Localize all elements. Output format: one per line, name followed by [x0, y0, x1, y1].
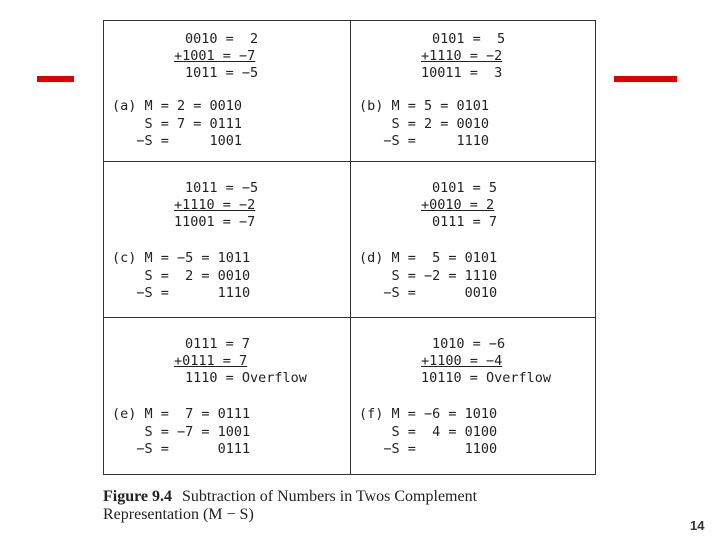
def-row: (c) M = −5 = 1011 — [112, 250, 251, 266]
def-row: S = −7 = 1001 — [112, 423, 251, 440]
figure-caption — [103, 488, 573, 524]
calc-row: 1011 = −5 — [185, 65, 259, 81]
calc-row: 1011 = −5 — [185, 180, 259, 196]
def-row: −S = 0010 — [359, 285, 498, 301]
calc-row: 0111 = 7 — [432, 214, 498, 230]
red-bar-left — [37, 76, 74, 82]
cell-d — [351, 162, 597, 317]
cell-a — [104, 21, 350, 161]
calc-row: +1100 = −4 — [421, 353, 503, 369]
def-row: S = 4 = 0100 — [359, 423, 498, 440]
cell-f-defs — [359, 406, 497, 459]
cell-b — [351, 21, 597, 161]
calc-row: 1110 = Overflow — [185, 370, 307, 386]
cell-b-calc — [421, 31, 505, 82]
def-row: −S = 0111 — [112, 441, 251, 457]
def-row: (e) M = 7 = 0111 — [112, 406, 251, 422]
def-row: (b) M = 5 = 0101 — [359, 98, 490, 114]
def-row: −S = 1001 — [112, 133, 243, 149]
def-row: (a) M = 2 = 0010 — [112, 98, 243, 114]
red-bar-right — [614, 76, 677, 82]
figure-table — [103, 20, 596, 475]
cell-a-defs — [112, 98, 242, 151]
figure-label: Figure 9.4 — [103, 488, 173, 505]
cell-c-defs — [112, 250, 250, 303]
def-row: S = 7 = 0111 — [112, 115, 243, 132]
calc-row: 10011 = 3 — [421, 65, 503, 81]
cell-e-calc — [174, 336, 307, 387]
def-row: (f) M = −6 = 1010 — [359, 406, 498, 422]
calc-row: +0111 = 7 — [174, 353, 248, 369]
cell-f-calc — [421, 336, 551, 387]
cell-c-calc — [174, 180, 258, 231]
calc-row: +0010 = 2 — [421, 197, 495, 213]
cell-a-calc — [174, 31, 258, 82]
page-number: 14 — [690, 518, 705, 533]
calc-row: 0111 = 7 — [185, 336, 251, 352]
cell-c — [104, 162, 350, 317]
calc-row: 1010 = −6 — [432, 336, 506, 352]
def-row: −S = 1110 — [112, 285, 251, 301]
cell-d-defs — [359, 250, 497, 303]
figure-caption-text: Subtraction of Numbers in Twos Complement Representation (M − S) — [103, 488, 478, 523]
cell-e — [104, 318, 350, 474]
cell-f — [351, 318, 597, 474]
calc-row: +1110 = −2 — [421, 48, 503, 64]
calc-row: 0010 = 2 — [185, 31, 259, 47]
calc-row: 11001 = −7 — [174, 214, 256, 230]
def-row: S = 2 = 0010 — [112, 267, 251, 284]
calc-row: +1110 = −2 — [174, 197, 256, 213]
cell-e-defs — [112, 406, 250, 459]
calc-row: 10110 = Overflow — [421, 370, 552, 386]
calc-row: 0101 = 5 — [432, 180, 498, 196]
def-row: (d) M = 5 = 0101 — [359, 250, 498, 266]
cell-b-defs — [359, 98, 489, 151]
def-row: S = 2 = 0010 — [359, 115, 490, 132]
calc-row: 0101 = 5 — [432, 31, 506, 47]
def-row: −S = 1100 — [359, 441, 498, 457]
cell-d-calc — [421, 180, 497, 231]
def-row: S = −2 = 1110 — [359, 267, 498, 284]
def-row: −S = 1110 — [359, 133, 490, 149]
calc-row: +1001 = −7 — [174, 48, 256, 64]
